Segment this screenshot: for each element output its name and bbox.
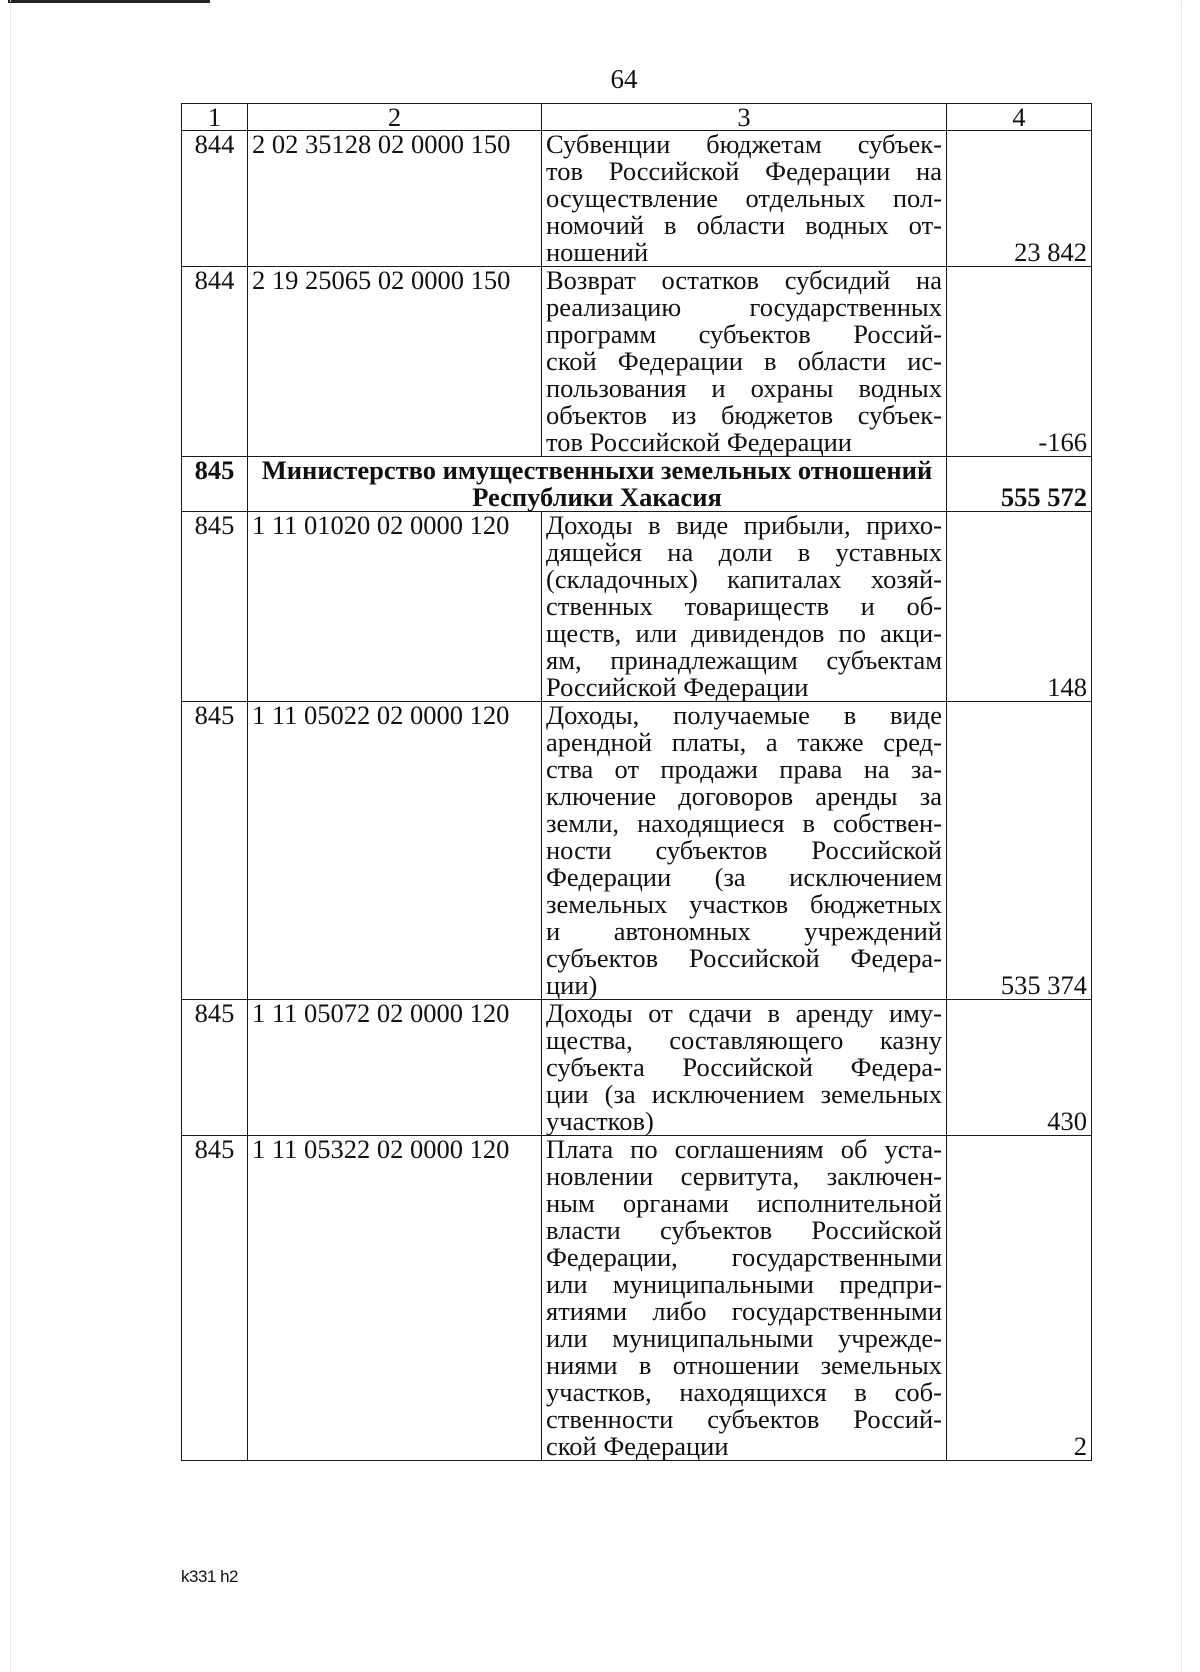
text-line: пользования и охраны водных [546,373,942,403]
amount-cell: 555 572 [947,457,1092,512]
text-line: ществ, или дивидендов по акци- [546,618,942,648]
text-line: земельных участков бюджетных [546,889,942,919]
admin-code-cell: 844 [182,267,248,457]
text-line: ношений [546,237,649,267]
text-line: номочий в области водных от- [546,210,942,240]
table-row [182,1000,1092,1136]
text-line: ции (за исключением земельных [546,1079,942,1109]
header-cell: 2 [248,104,542,131]
text-line: программ субъектов Россий- [546,319,942,349]
income-name-cell [542,1136,947,1461]
text-line: участков, находящихся в соб- [546,1377,942,1407]
table-row [182,267,1092,457]
text-line: или муниципальными предпри- [546,1269,942,1299]
text-line: Субвенции бюджетам субъек- [546,129,942,159]
top-rule [8,0,210,3]
income-code-cell: 1 11 05072 02 0000 120 [248,1000,542,1136]
text-line: субъекта Российской Федера- [546,1052,942,1082]
text-line: ственных товариществ и об- [546,591,942,621]
text-line: ятиями либо государственными [546,1296,942,1326]
admin-code-cell: 845 [182,702,248,1000]
text-line: ности субъектов Российской [546,835,942,865]
text-line: Федерации, государственными [546,1242,942,1272]
text-line: Федерации (за исключением [546,862,942,892]
income-name-cell [542,131,947,267]
table-header-row [182,104,1092,131]
text-line: объектов из бюджетов субъек- [546,400,942,430]
text-line: Плата по соглашениям об уста- [546,1134,942,1164]
amount-cell: 23 842 [947,131,1092,267]
text-line: земли, находящиеся в собствен- [546,808,942,838]
income-name-cell [542,1000,947,1136]
text-line: арендной платы, а также сред- [546,727,942,757]
ministry-name-cell [248,457,947,512]
document-sheet [181,103,1091,1461]
text-line: или муниципальными учрежде- [546,1323,942,1353]
text-line: ниями в отношении земельных [546,1350,942,1380]
text-line: и автономных учреждений [546,916,942,946]
table-row [182,702,1092,1000]
text-line: щества, составляющего казну [546,1025,942,1055]
footer-code: k331 h2 [181,1567,238,1586]
text-line: ственности субъектов Россий- [546,1404,942,1434]
text-line: новлении сервитута, заключен- [546,1161,942,1191]
text-line: и земельных отношений Республики Хакасия [472,455,933,512]
text-line: ской Федерации [546,1431,729,1461]
income-name-cell [542,512,947,702]
text-line: ской Федерации в области ис- [546,346,942,376]
income-code-cell: 2 19 25065 02 0000 150 [248,267,542,457]
header-cell: 1 [182,104,248,131]
text-line: Министерство имущественных [261,455,640,485]
admin-code-cell: 845 [182,457,248,512]
income-code-cell: 2 02 35128 02 0000 150 [248,131,542,267]
amount-cell: 2 [947,1136,1092,1461]
amount-cell: 535 374 [947,702,1092,1000]
table-row [182,131,1092,267]
income-name-cell [542,267,947,457]
section-row [182,457,1092,512]
page-number: 64 [610,64,638,94]
table-row [182,512,1092,702]
amount-cell: 430 [947,1000,1092,1136]
budget-table [181,103,1092,1461]
income-code-cell: 1 11 05322 02 0000 120 [248,1136,542,1461]
text-line: ства от продажи права на за- [546,754,942,784]
text-line: дящейся на доли в уставных [546,537,942,567]
admin-code-cell: 845 [182,1000,248,1136]
header-cell: 3 [542,104,947,131]
text-line: ции) [546,970,598,1000]
text-line: субъектов Российской Федера- [546,943,942,973]
admin-code-cell: 845 [182,512,248,702]
text-line: ным органами исполнительной [546,1188,942,1218]
income-name-cell [542,702,947,1000]
text-line: ям, принадлежащим субъектам [546,645,942,675]
text-line: тов Российской Федерации [546,427,852,457]
admin-code-cell: 845 [182,1136,248,1461]
scan-edge-line [10,0,12,1672]
text-line: власти субъектов Российской [546,1215,942,1245]
text-line: тов Российской Федерации на [546,156,942,186]
text-line: реализацию государственных [546,292,942,322]
budget-table-body [182,104,1092,1461]
scan-edge-line [1181,0,1183,1672]
text-line: Доходы от сдачи в аренду иму- [546,998,942,1028]
admin-code-cell: 844 [182,131,248,267]
text-line: ключение договоров аренды за [546,781,942,811]
amount-cell: 148 [947,512,1092,702]
text-line: (складочных) капиталах хозяй- [546,564,942,594]
text-line: Доходы в виде прибыли, прихо- [546,510,942,540]
text-line: Российской Федерации [546,672,809,702]
text-line: Возврат остатков субсидий на [546,265,942,295]
income-code-cell: 1 11 05022 02 0000 120 [248,702,542,1000]
text-line: участков) [546,1106,654,1136]
income-code-cell: 1 11 01020 02 0000 120 [248,512,542,702]
amount-cell: -166 [947,267,1092,457]
header-cell: 4 [947,104,1092,131]
text-line: Доходы, получаемые в виде [546,700,942,730]
table-row [182,1136,1092,1461]
text-line: осуществление отдельных пол- [546,183,942,213]
